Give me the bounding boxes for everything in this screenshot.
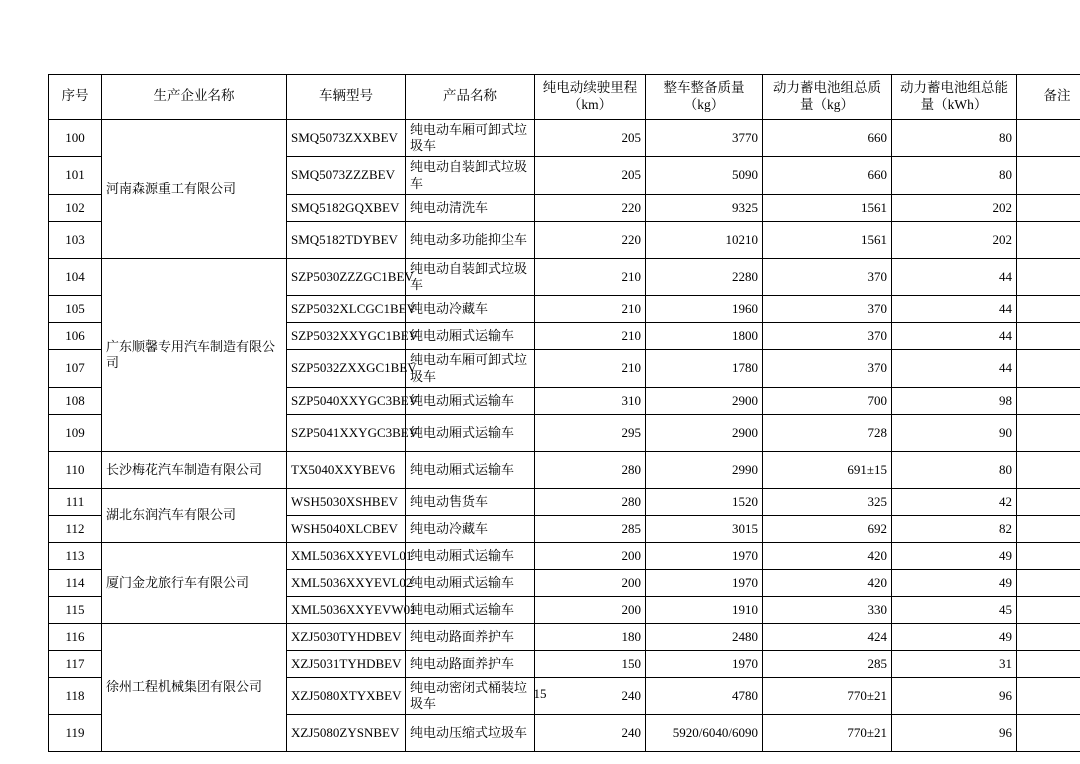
- table-header: [49, 75, 1080, 120]
- cell-electric-range: 210: [535, 296, 646, 323]
- cell-electric-range: 310: [535, 387, 646, 414]
- cell-electric-range: 180: [535, 623, 646, 650]
- cell-battery-mass: 692: [763, 515, 892, 542]
- cell-product-name: 纯电动厢式运输车: [406, 569, 535, 596]
- cell-battery-energy: 82: [892, 515, 1017, 542]
- cell-electric-range: 285: [535, 515, 646, 542]
- cell-remark: [1017, 596, 1080, 623]
- cell-battery-mass: 420: [763, 542, 892, 569]
- cell-product-name: 纯电动压缩式垃圾车: [406, 715, 535, 752]
- cell-serial-no: 114: [49, 569, 102, 596]
- cell-product-name: 纯电动厢式运输车: [406, 387, 535, 414]
- header-electric-range-line2: （km）: [567, 96, 613, 112]
- cell-remark: [1017, 623, 1080, 650]
- cell-battery-mass: 370: [763, 323, 892, 350]
- cell-battery-mass: 424: [763, 623, 892, 650]
- cell-battery-mass: 285: [763, 650, 892, 677]
- cell-remark: [1017, 387, 1080, 414]
- table-row: [49, 542, 1080, 569]
- cell-battery-energy: 80: [892, 451, 1017, 488]
- cell-battery-mass: 325: [763, 488, 892, 515]
- cell-curb-mass: 1910: [646, 596, 763, 623]
- cell-battery-mass: 770±21: [763, 715, 892, 752]
- cell-vehicle-model: XML5036XXYEVL01: [287, 542, 406, 569]
- cell-remark: [1017, 194, 1080, 221]
- cell-serial-no: 116: [49, 623, 102, 650]
- table-row: [49, 451, 1080, 488]
- cell-manufacturer: 湖北东润汽车有限公司: [102, 488, 287, 542]
- header-battery-energy-line2: 量（kWh）: [920, 96, 988, 112]
- cell-vehicle-model: SZP5032XXYGC1BEV: [287, 323, 406, 350]
- cell-vehicle-model: TX5040XXYBEV6: [287, 451, 406, 488]
- cell-vehicle-model: SMQ5182TDYBEV: [287, 221, 406, 258]
- cell-curb-mass: 4780: [646, 677, 763, 715]
- cell-battery-energy: 49: [892, 569, 1017, 596]
- cell-vehicle-model: SMQ5182GQXBEV: [287, 194, 406, 221]
- cell-remark: [1017, 715, 1080, 752]
- cell-vehicle-model: SZP5030ZZZGC1BEV: [287, 258, 406, 296]
- cell-remark: [1017, 350, 1080, 388]
- cell-remark: [1017, 323, 1080, 350]
- cell-product-name: 纯电动密闭式桶装垃圾车: [406, 677, 535, 715]
- cell-electric-range: 280: [535, 488, 646, 515]
- header-battery-mass-line1: 动力蓄电池组总质: [773, 80, 881, 95]
- cell-serial-no: 109: [49, 414, 102, 451]
- cell-electric-range: 205: [535, 157, 646, 195]
- cell-vehicle-model: SZP5041XXYGC3BEV: [287, 414, 406, 451]
- cell-battery-energy: 44: [892, 323, 1017, 350]
- header-vehicle-model: 车辆型号: [287, 75, 406, 120]
- cell-product-name: 纯电动自装卸式垃圾车: [406, 258, 535, 296]
- cell-product-name: 纯电动厢式运输车: [406, 596, 535, 623]
- cell-product-name: 纯电动冷藏车: [406, 296, 535, 323]
- cell-battery-mass: 420: [763, 569, 892, 596]
- cell-product-name: 纯电动自装卸式垃圾车: [406, 157, 535, 195]
- cell-product-name: 纯电动售货车: [406, 488, 535, 515]
- cell-curb-mass: 1970: [646, 542, 763, 569]
- cell-vehicle-model: WSH5030XSHBEV: [287, 488, 406, 515]
- cell-battery-mass: 370: [763, 296, 892, 323]
- cell-curb-mass: 2900: [646, 414, 763, 451]
- cell-vehicle-model: XZJ5031TYHDBEV: [287, 650, 406, 677]
- vehicle-catalog-table: [48, 74, 1080, 752]
- cell-battery-energy: 44: [892, 258, 1017, 296]
- cell-remark: [1017, 542, 1080, 569]
- cell-curb-mass: 5090: [646, 157, 763, 195]
- cell-electric-range: 210: [535, 350, 646, 388]
- header-remark: 备注: [1017, 75, 1080, 120]
- cell-battery-energy: 49: [892, 542, 1017, 569]
- header-manufacturer: 生产企业名称: [102, 75, 287, 120]
- table-row: [49, 623, 1080, 650]
- cell-electric-range: 200: [535, 596, 646, 623]
- cell-vehicle-model: WSH5040XLCBEV: [287, 515, 406, 542]
- cell-product-name: 纯电动厢式运输车: [406, 542, 535, 569]
- cell-battery-mass: 691±15: [763, 451, 892, 488]
- cell-serial-no: 107: [49, 350, 102, 388]
- cell-remark: [1017, 296, 1080, 323]
- cell-curb-mass: 5920/6040/6090: [646, 715, 763, 752]
- cell-serial-no: 111: [49, 488, 102, 515]
- header-battery-mass-line2: 量（kg）: [800, 96, 854, 112]
- header-curb-mass-line2: （kg）: [683, 96, 725, 112]
- cell-curb-mass: 1520: [646, 488, 763, 515]
- header-battery-energy-line1: 动力蓄电池组总能: [900, 80, 1008, 95]
- cell-curb-mass: 2990: [646, 451, 763, 488]
- cell-electric-range: 240: [535, 715, 646, 752]
- cell-battery-mass: 370: [763, 258, 892, 296]
- cell-serial-no: 110: [49, 451, 102, 488]
- cell-electric-range: 295: [535, 414, 646, 451]
- cell-vehicle-model: XZJ5030TYHDBEV: [287, 623, 406, 650]
- cell-serial-no: 105: [49, 296, 102, 323]
- cell-electric-range: 210: [535, 258, 646, 296]
- cell-curb-mass: 3770: [646, 119, 763, 157]
- cell-vehicle-model: XML5036XXYEVW01: [287, 596, 406, 623]
- table-row: [49, 488, 1080, 515]
- cell-curb-mass: 1970: [646, 650, 763, 677]
- cell-serial-no: 118: [49, 677, 102, 715]
- cell-curb-mass: 2480: [646, 623, 763, 650]
- table-row: [49, 258, 1080, 296]
- cell-product-name: 纯电动厢式运输车: [406, 323, 535, 350]
- cell-serial-no: 102: [49, 194, 102, 221]
- cell-manufacturer: 徐州工程机械集团有限公司: [102, 623, 287, 752]
- header-electric-range-line1: 纯电动续驶里程: [542, 80, 638, 95]
- cell-serial-no: 100: [49, 119, 102, 157]
- cell-serial-no: 115: [49, 596, 102, 623]
- cell-product-name: 纯电动路面养护车: [406, 623, 535, 650]
- cell-curb-mass: 2900: [646, 387, 763, 414]
- cell-battery-mass: 660: [763, 119, 892, 157]
- cell-serial-no: 119: [49, 715, 102, 752]
- cell-remark: [1017, 488, 1080, 515]
- cell-product-name: 纯电动车厢可卸式垃圾车: [406, 119, 535, 157]
- cell-remark: [1017, 515, 1080, 542]
- cell-battery-energy: 80: [892, 157, 1017, 195]
- header-battery-mass: [763, 75, 892, 120]
- table-row: [49, 119, 1080, 157]
- cell-electric-range: 240: [535, 677, 646, 715]
- cell-product-name: 纯电动清洗车: [406, 194, 535, 221]
- cell-battery-mass: 770±21: [763, 677, 892, 715]
- cell-product-name: 纯电动厢式运输车: [406, 414, 535, 451]
- cell-remark: [1017, 119, 1080, 157]
- cell-battery-mass: 1561: [763, 221, 892, 258]
- cell-serial-no: 108: [49, 387, 102, 414]
- cell-battery-mass: 728: [763, 414, 892, 451]
- cell-manufacturer: 长沙梅花汽车制造有限公司: [102, 451, 287, 488]
- cell-vehicle-model: XZJ5080XTYXBEV: [287, 677, 406, 715]
- cell-serial-no: 103: [49, 221, 102, 258]
- cell-electric-range: 200: [535, 569, 646, 596]
- cell-vehicle-model: SZP5032XLCGC1BEV: [287, 296, 406, 323]
- cell-battery-mass: 1561: [763, 194, 892, 221]
- cell-vehicle-model: XZJ5080ZYSNBEV: [287, 715, 406, 752]
- cell-electric-range: 280: [535, 451, 646, 488]
- cell-battery-energy: 44: [892, 296, 1017, 323]
- cell-serial-no: 106: [49, 323, 102, 350]
- cell-curb-mass: 1780: [646, 350, 763, 388]
- cell-serial-no: 117: [49, 650, 102, 677]
- cell-remark: [1017, 258, 1080, 296]
- cell-product-name: 纯电动路面养护车: [406, 650, 535, 677]
- cell-electric-range: 220: [535, 221, 646, 258]
- cell-battery-energy: 31: [892, 650, 1017, 677]
- cell-electric-range: 205: [535, 119, 646, 157]
- cell-vehicle-model: XML5036XXYEVL02: [287, 569, 406, 596]
- cell-battery-energy: 80: [892, 119, 1017, 157]
- cell-product-name: 纯电动多功能抑尘车: [406, 221, 535, 258]
- cell-battery-energy: 90: [892, 414, 1017, 451]
- cell-curb-mass: 10210: [646, 221, 763, 258]
- cell-product-name: 纯电动厢式运输车: [406, 451, 535, 488]
- cell-manufacturer: 河南森源重工有限公司: [102, 119, 287, 258]
- cell-battery-energy: 96: [892, 715, 1017, 752]
- cell-battery-energy: 98: [892, 387, 1017, 414]
- cell-curb-mass: 1970: [646, 569, 763, 596]
- table-body: [49, 119, 1080, 752]
- header-battery-energy: [892, 75, 1017, 120]
- cell-electric-range: 200: [535, 542, 646, 569]
- cell-vehicle-model: SZP5040XXYGC3BEV: [287, 387, 406, 414]
- cell-manufacturer: 广东顺馨专用汽车制造有限公司: [102, 258, 287, 451]
- cell-electric-range: 220: [535, 194, 646, 221]
- cell-remark: [1017, 221, 1080, 258]
- cell-battery-energy: 45: [892, 596, 1017, 623]
- cell-electric-range: 150: [535, 650, 646, 677]
- cell-vehicle-model: SMQ5073ZXXBEV: [287, 119, 406, 157]
- cell-serial-no: 104: [49, 258, 102, 296]
- header-curb-mass-line1: 整车整备质量: [663, 80, 745, 95]
- cell-vehicle-model: SMQ5073ZZZBEV: [287, 157, 406, 195]
- cell-curb-mass: 1960: [646, 296, 763, 323]
- cell-remark: [1017, 569, 1080, 596]
- cell-battery-mass: 660: [763, 157, 892, 195]
- cell-battery-energy: 49: [892, 623, 1017, 650]
- cell-manufacturer: 厦门金龙旅行车有限公司: [102, 542, 287, 623]
- cell-curb-mass: 9325: [646, 194, 763, 221]
- page-number: 15: [533, 686, 547, 701]
- cell-battery-mass: 370: [763, 350, 892, 388]
- header-curb-mass: [646, 75, 763, 120]
- cell-product-name: 纯电动车厢可卸式垃圾车: [406, 350, 535, 388]
- cell-battery-energy: 42: [892, 488, 1017, 515]
- header-row: [49, 75, 1080, 120]
- cell-remark: [1017, 157, 1080, 195]
- vehicle-catalog-table-wrapper: [48, 74, 1071, 752]
- cell-battery-energy: 202: [892, 194, 1017, 221]
- cell-battery-mass: 700: [763, 387, 892, 414]
- header-electric-range: [535, 75, 646, 120]
- cell-serial-no: 113: [49, 542, 102, 569]
- header-product-name: 产品名称: [406, 75, 535, 120]
- cell-battery-energy: 202: [892, 221, 1017, 258]
- cell-curb-mass: 3015: [646, 515, 763, 542]
- cell-battery-mass: 330: [763, 596, 892, 623]
- cell-serial-no: 101: [49, 157, 102, 195]
- cell-vehicle-model: SZP5032ZXXGC1BEV: [287, 350, 406, 388]
- cell-remark: [1017, 650, 1080, 677]
- header-serial-no: 序号: [49, 75, 102, 120]
- cell-remark: [1017, 414, 1080, 451]
- cell-battery-energy: 44: [892, 350, 1017, 388]
- cell-product-name: 纯电动冷藏车: [406, 515, 535, 542]
- cell-remark: [1017, 451, 1080, 488]
- cell-serial-no: 112: [49, 515, 102, 542]
- cell-curb-mass: 2280: [646, 258, 763, 296]
- cell-battery-energy: 96: [892, 677, 1017, 715]
- cell-curb-mass: 1800: [646, 323, 763, 350]
- cell-electric-range: 210: [535, 323, 646, 350]
